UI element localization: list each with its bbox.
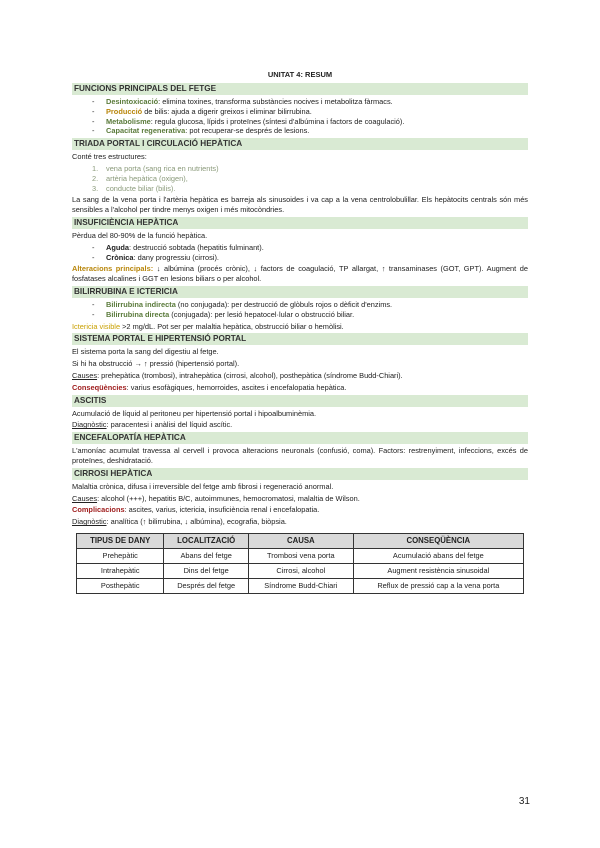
list-item (106, 117, 528, 127)
list-item (106, 107, 528, 117)
item-text: : dany progressiu (cirrosi). (133, 252, 219, 262)
section-heading-bilirubin: BILIRRUBINA E ICTERICIA (72, 286, 528, 298)
functions-list (72, 97, 528, 136)
item-text: de bilis: ajuda a digerir greixos i eliminar bilirrubina. (142, 106, 312, 116)
table-cell: Prehepàtic (77, 548, 164, 563)
paragraph (72, 371, 528, 381)
term: Aguda (106, 242, 129, 252)
item-text: artèria hepàtica (oxigen), (106, 173, 188, 183)
paragraph: L'amoníac acumulat travessa al cervell i provoca alteracions neuronals (confusió, coma). Factors: restrenyiment, infeccions, excés de proteïnes, deshidratació. (72, 446, 528, 465)
list-item (106, 174, 528, 184)
paragraph (72, 494, 528, 504)
table-row (77, 578, 524, 593)
section-heading-insufficiency: INSUFICIÈNCIA HEPÀTICA (72, 217, 528, 229)
paragraph (72, 322, 528, 332)
table-row (77, 548, 524, 563)
label: Diagnòstic (72, 517, 107, 527)
insufficiency-list (72, 243, 528, 263)
structures-list (72, 164, 528, 193)
section-heading-ascites: ASCITIS (72, 395, 528, 407)
item-text: : pot recuperar-se després de lesions. (185, 126, 310, 136)
table-cell: Reflux de pressió cap a la vena porta (353, 578, 523, 593)
term: Bilirrubina directa (106, 309, 170, 319)
term: Bilirrubina indirecta (106, 299, 176, 309)
list-item (106, 253, 528, 263)
table-cell: Intrahepàtic (77, 563, 164, 578)
item-text: vena porta (sang rica en nutrients) (106, 163, 219, 173)
paragraph-text: : varius esofàgiques, hemorroides, ascites i encefalopatia hepàtica. (126, 382, 347, 392)
column-header: CAUSA (248, 533, 353, 548)
column-header: CONSEQÜÈNCIA (353, 533, 523, 548)
table-cell: Acumulació abans del fetge (353, 548, 523, 563)
section-heading-encephalopathy: ENCEFALOPATÍA HEPÀTICA (72, 432, 528, 444)
term: Crònica (106, 252, 134, 262)
paragraph (72, 264, 528, 284)
term: Ictericia visible (72, 321, 121, 331)
table-cell: Després del fetge (164, 578, 249, 593)
table-cell: Síndrome Budd-Chiari (248, 578, 353, 593)
table-cell: Cirrosi, alcohol (248, 563, 353, 578)
item-text: (no conjugada): per destrucció de glòbuls rojos o dèficit d'enzims. (175, 299, 393, 309)
paragraph-text: : alcohol (+++), hepatitis B/C, autoimmunes, hemocromatosi, malaltia de Wilson. (97, 493, 360, 503)
label: Causes (72, 370, 98, 380)
list-item (106, 164, 528, 174)
paragraph: Si hi ha obstrucció → ↑ pressió (hipertensió portal). (72, 359, 240, 369)
table-cell: Dins del fetge (164, 563, 249, 578)
paragraph: La sang de la vena porta i l'artèria hepàtica es barreja als sinusoides i va cap a la vena centrolobulillar. Els hepàtocits centrals són més sensibles a l'alcohol per tindre menys oxigen i més mitocòndries. (72, 195, 528, 215)
label: Diagnòstic (72, 420, 107, 430)
list-item (106, 97, 528, 107)
paragraph: Acumulació de líquid al peritoneu per hipertensió portal i hipoalbuminèmia. (72, 408, 317, 418)
paragraph-text: : ascites, varius, ictericia, insuficiència renal i encefalopatia. (124, 505, 320, 515)
damage-type-table (76, 533, 524, 594)
term: Producció (106, 106, 143, 116)
table-cell: Abans del fetge (164, 548, 249, 563)
section-heading-portal-hypertension: SISTEMA PORTAL E HIPERTENSIÓ PORTAL (72, 333, 528, 345)
list-item (106, 300, 528, 310)
term: Alteracions principals: (72, 264, 154, 274)
item-text: : elimina toxines, transforma substàncies nocives i metabolitza fàrmacs. (158, 97, 393, 106)
table-row (77, 563, 524, 578)
item-text: (conjugada): per lesió hepatocel·lular o obstrucció biliar. (169, 309, 355, 319)
paragraph: Conté tres estructures: (72, 152, 147, 162)
table-cell: Trombosi vena porta (248, 548, 353, 563)
page-title: UNITAT 4: RESUM (267, 70, 333, 79)
paragraph (72, 383, 528, 393)
document-page (72, 70, 528, 594)
paragraph-text: : prehepàtica (trombosi), intrahepàtica (cirrosi, alcohol), posthepàtica (síndrome Budd-Chiari). (97, 370, 403, 380)
table-header-row (77, 533, 524, 548)
paragraph-text: >2 mg/dL. Pot ser per malaltia hepàtica, obstrucció biliar o hemòlisi. (120, 321, 344, 331)
label: Complicacions (72, 505, 125, 515)
item-text: : destrucció sobtada (hepatitis fulminant). (129, 242, 264, 252)
paragraph: Malaltia crònica, difusa i irreversible del fetge amb fibrosi i regeneració anormal. (72, 481, 334, 491)
column-header: TIPUS DE DANY (77, 533, 164, 548)
item-text: conducte biliar (bilis). (106, 183, 176, 193)
table-cell: Augment resistència sinusoidal (353, 563, 523, 578)
item-text: : regula glucosa, lípids i proteïnes (síntesi d'albúmina i factors de coagulació). (150, 116, 405, 126)
page-number: 31 (518, 796, 530, 807)
paragraph (72, 517, 528, 527)
list-item (106, 184, 528, 194)
paragraph: Pèrdua del 80-90% de la funció hepàtica. (72, 230, 208, 240)
section-heading-portal-triad: TRIADA PORTAL I CIRCULACIÓ HEPÀTICA (72, 138, 528, 150)
bilirubin-list (72, 300, 528, 320)
list-item (106, 310, 528, 320)
term: Capacitat regenerativa (106, 126, 186, 136)
paragraph-text: : paracentesi i anàlisi del líquid ascític. (106, 420, 233, 430)
paragraph: El sistema porta la sang del digestiu al fetge. (72, 347, 219, 357)
column-header: LOCALITZACIÓ (164, 533, 249, 548)
section-heading-functions: FUNCIONS PRINCIPALS DEL FETGE (72, 83, 528, 95)
paragraph (72, 420, 528, 430)
table-cell: Posthepàtic (77, 578, 164, 593)
term: Desintoxicació (106, 97, 159, 106)
paragraph-text: : analítica (↑ bilirrubina, ↓ albúmina), ecografia, biòpsia. (106, 517, 287, 527)
paragraph (72, 505, 528, 515)
term: Metabolisme (106, 116, 151, 126)
label: Causes (72, 493, 98, 503)
list-item (106, 126, 528, 136)
paragraph-text: ↓ albúmina (procés crònic), ↓ factors de coagulació, TP allargat, ↑ transaminases (GOT, GPT). Augment de fosfatases alcalines i GGT en lesions biliars o per alcohol. (72, 264, 528, 284)
section-heading-cirrhosis: CIRROSI HEPÀTICA (72, 468, 528, 480)
list-item (106, 243, 528, 253)
label: Conseqüències (72, 382, 127, 392)
